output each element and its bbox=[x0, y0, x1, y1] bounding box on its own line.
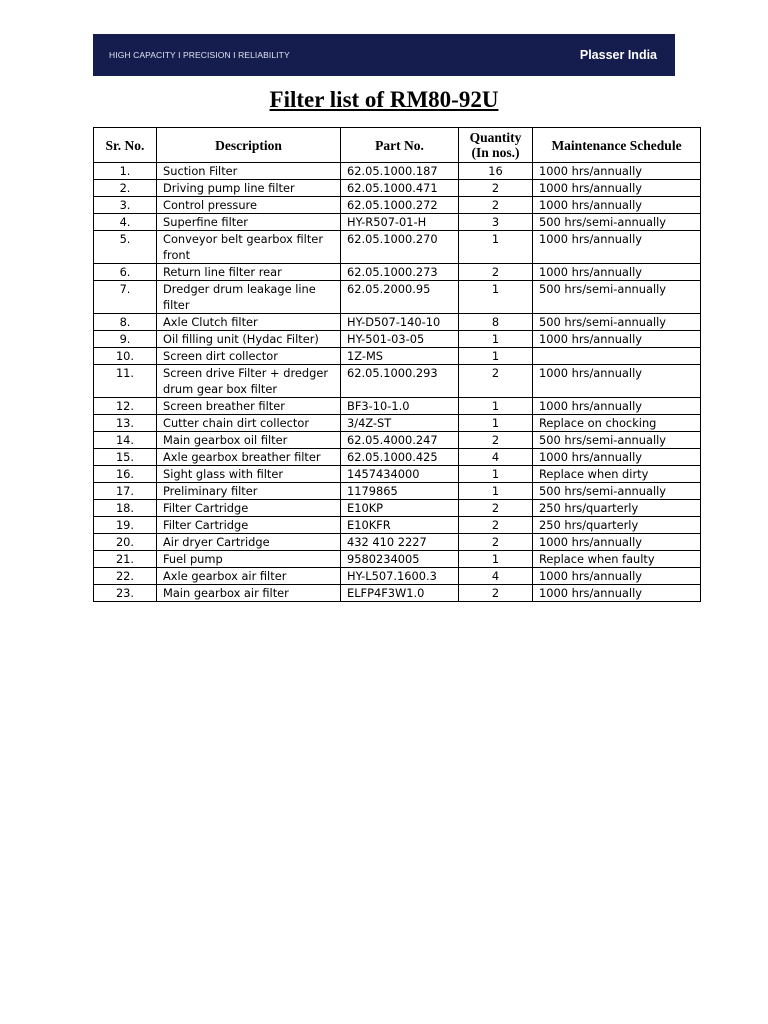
col-header-sr: Sr. No. bbox=[94, 128, 157, 163]
cell-sr: 13. bbox=[94, 415, 157, 432]
cell-schedule: 500 hrs/semi-annually bbox=[533, 281, 701, 314]
cell-sr: 7. bbox=[94, 281, 157, 314]
cell-schedule: 1000 hrs/annually bbox=[533, 231, 701, 264]
cell-schedule: Replace on chocking bbox=[533, 415, 701, 432]
cell-quantity: 2 bbox=[459, 180, 533, 197]
cell-quantity: 1 bbox=[459, 331, 533, 348]
brand-logo-text: Plasser India bbox=[579, 48, 657, 62]
cell-part-no: 3/4Z-ST bbox=[341, 415, 459, 432]
cell-quantity: 2 bbox=[459, 365, 533, 398]
page-title: Filter list of RM80-92U bbox=[269, 87, 499, 112]
cell-description: Screen dirt collector bbox=[157, 348, 341, 365]
cell-part-no: 432 410 2227 bbox=[341, 534, 459, 551]
cell-quantity: 1 bbox=[459, 348, 533, 365]
cell-schedule: 1000 hrs/annually bbox=[533, 398, 701, 415]
cell-schedule: Replace when faulty bbox=[533, 551, 701, 568]
table-row bbox=[94, 500, 701, 517]
table-row bbox=[94, 517, 701, 534]
table-row bbox=[94, 163, 701, 180]
table-row bbox=[94, 365, 701, 398]
cell-part-no: 62.05.2000.95 bbox=[341, 281, 459, 314]
cell-description: Main gearbox air filter bbox=[157, 585, 341, 602]
cell-description: Dredger drum leakage line filter bbox=[157, 281, 341, 314]
cell-sr: 10. bbox=[94, 348, 157, 365]
cell-sr: 2. bbox=[94, 180, 157, 197]
cell-schedule: 1000 hrs/annually bbox=[533, 264, 701, 281]
table-row bbox=[94, 197, 701, 214]
table-row bbox=[94, 231, 701, 264]
cell-sr: 23. bbox=[94, 585, 157, 602]
cell-quantity: 1 bbox=[459, 231, 533, 264]
cell-schedule: 1000 hrs/annually bbox=[533, 163, 701, 180]
cell-sr: 6. bbox=[94, 264, 157, 281]
cell-part-no: 1457434000 bbox=[341, 466, 459, 483]
cell-part-no: 62.05.1000.272 bbox=[341, 197, 459, 214]
cell-sr: 19. bbox=[94, 517, 157, 534]
cell-sr: 17. bbox=[94, 483, 157, 500]
cell-schedule: 1000 hrs/annually bbox=[533, 585, 701, 602]
cell-description: Driving pump line filter bbox=[157, 180, 341, 197]
cell-schedule: 250 hrs/quarterly bbox=[533, 517, 701, 534]
cell-description: Air dryer Cartridge bbox=[157, 534, 341, 551]
cell-sr: 21. bbox=[94, 551, 157, 568]
col-header-part-no: Part No. bbox=[341, 128, 459, 163]
table-row bbox=[94, 214, 701, 231]
cell-sr: 20. bbox=[94, 534, 157, 551]
cell-sr: 5. bbox=[94, 231, 157, 264]
cell-part-no: E10KP bbox=[341, 500, 459, 517]
cell-description: Axle gearbox breather filter bbox=[157, 449, 341, 466]
cell-part-no: ELFP4F3W1.0 bbox=[341, 585, 459, 602]
cell-description: Conveyor belt gearbox filter front bbox=[157, 231, 341, 264]
cell-sr: 4. bbox=[94, 214, 157, 231]
table-row bbox=[94, 585, 701, 602]
cell-part-no: BF3-10-1.0 bbox=[341, 398, 459, 415]
table-row bbox=[94, 398, 701, 415]
cell-part-no: 62.05.1000.270 bbox=[341, 231, 459, 264]
cell-part-no: 1Z-MS bbox=[341, 348, 459, 365]
table-row bbox=[94, 466, 701, 483]
cell-quantity: 1 bbox=[459, 398, 533, 415]
cell-quantity: 4 bbox=[459, 568, 533, 585]
cell-schedule: 500 hrs/semi-annually bbox=[533, 432, 701, 449]
cell-part-no: HY-501-03-05 bbox=[341, 331, 459, 348]
cell-quantity: 2 bbox=[459, 197, 533, 214]
col-header-quantity bbox=[459, 128, 533, 163]
cell-sr: 8. bbox=[94, 314, 157, 331]
table-row bbox=[94, 449, 701, 466]
cell-part-no: 62.05.4000.247 bbox=[341, 432, 459, 449]
table-row bbox=[94, 281, 701, 314]
table-body bbox=[94, 163, 701, 602]
cell-sr: 18. bbox=[94, 500, 157, 517]
cell-quantity: 2 bbox=[459, 500, 533, 517]
cell-sr: 22. bbox=[94, 568, 157, 585]
cell-part-no: 9580234005 bbox=[341, 551, 459, 568]
header-tagline: HIGH CAPACITY I PRECISION I RELIABILITY bbox=[109, 50, 290, 60]
cell-description: Fuel pump bbox=[157, 551, 341, 568]
col-header-quantity-line2: (In nos.) bbox=[471, 145, 520, 160]
cell-part-no: 62.05.1000.187 bbox=[341, 163, 459, 180]
cell-schedule: 1000 hrs/annually bbox=[533, 180, 701, 197]
cell-sr: 15. bbox=[94, 449, 157, 466]
cell-description: Suction Filter bbox=[157, 163, 341, 180]
col-header-description: Description bbox=[157, 128, 341, 163]
cell-description: Axle Clutch filter bbox=[157, 314, 341, 331]
cell-description: Filter Cartridge bbox=[157, 500, 341, 517]
cell-sr: 1. bbox=[94, 163, 157, 180]
table-row bbox=[94, 415, 701, 432]
cell-description: Oil filling unit (Hydac Filter) bbox=[157, 331, 341, 348]
cell-description: Control pressure bbox=[157, 197, 341, 214]
cell-quantity: 1 bbox=[459, 415, 533, 432]
cell-description: Main gearbox oil filter bbox=[157, 432, 341, 449]
table-row bbox=[94, 348, 701, 365]
cell-schedule: 500 hrs/semi-annually bbox=[533, 214, 701, 231]
cell-description: Cutter chain dirt collector bbox=[157, 415, 341, 432]
table-row bbox=[94, 483, 701, 500]
cell-description: Return line filter rear bbox=[157, 264, 341, 281]
cell-schedule: Replace when dirty bbox=[533, 466, 701, 483]
cell-quantity: 2 bbox=[459, 517, 533, 534]
cell-description: Axle gearbox air filter bbox=[157, 568, 341, 585]
cell-description: Screen breather filter bbox=[157, 398, 341, 415]
table-row bbox=[94, 568, 701, 585]
cell-schedule: 1000 hrs/annually bbox=[533, 568, 701, 585]
cell-schedule: 1000 hrs/annually bbox=[533, 197, 701, 214]
header-banner bbox=[93, 34, 675, 76]
table-row bbox=[94, 551, 701, 568]
cell-description: Filter Cartridge bbox=[157, 517, 341, 534]
cell-quantity: 4 bbox=[459, 449, 533, 466]
cell-quantity: 2 bbox=[459, 585, 533, 602]
cell-quantity: 1 bbox=[459, 551, 533, 568]
cell-description: Preliminary filter bbox=[157, 483, 341, 500]
cell-schedule: 1000 hrs/annually bbox=[533, 331, 701, 348]
table-row bbox=[94, 432, 701, 449]
col-header-quantity-line1: Quantity bbox=[469, 130, 522, 145]
cell-sr: 14. bbox=[94, 432, 157, 449]
cell-part-no: 62.05.1000.273 bbox=[341, 264, 459, 281]
cell-quantity: 1 bbox=[459, 466, 533, 483]
cell-quantity: 2 bbox=[459, 264, 533, 281]
cell-quantity: 2 bbox=[459, 432, 533, 449]
cell-part-no: HY-L507.1600.3 bbox=[341, 568, 459, 585]
cell-schedule: 1000 hrs/annually bbox=[533, 449, 701, 466]
cell-schedule: 1000 hrs/annually bbox=[533, 365, 701, 398]
filter-table bbox=[93, 127, 701, 602]
table-row bbox=[94, 264, 701, 281]
cell-part-no: 62.05.1000.293 bbox=[341, 365, 459, 398]
col-header-schedule: Maintenance Schedule bbox=[533, 128, 701, 163]
table-row bbox=[94, 331, 701, 348]
cell-sr: 11. bbox=[94, 365, 157, 398]
cell-quantity: 1 bbox=[459, 281, 533, 314]
cell-sr: 9. bbox=[94, 331, 157, 348]
cell-quantity: 1 bbox=[459, 483, 533, 500]
cell-description: Sight glass with filter bbox=[157, 466, 341, 483]
cell-part-no: HY-D507-140-10 bbox=[341, 314, 459, 331]
cell-quantity: 2 bbox=[459, 534, 533, 551]
cell-description: Superfine filter bbox=[157, 214, 341, 231]
cell-sr: 3. bbox=[94, 197, 157, 214]
table-row bbox=[94, 314, 701, 331]
table-row bbox=[94, 180, 701, 197]
table-row bbox=[94, 534, 701, 551]
cell-quantity: 3 bbox=[459, 214, 533, 231]
cell-part-no: 62.05.1000.471 bbox=[341, 180, 459, 197]
cell-schedule bbox=[533, 348, 701, 365]
cell-schedule: 250 hrs/quarterly bbox=[533, 500, 701, 517]
cell-quantity: 16 bbox=[459, 163, 533, 180]
cell-quantity: 8 bbox=[459, 314, 533, 331]
cell-part-no: E10KFR bbox=[341, 517, 459, 534]
cell-schedule: 1000 hrs/annually bbox=[533, 534, 701, 551]
cell-schedule: 500 hrs/semi-annually bbox=[533, 314, 701, 331]
cell-part-no: 1179865 bbox=[341, 483, 459, 500]
cell-sr: 12. bbox=[94, 398, 157, 415]
table-header-row bbox=[94, 128, 701, 163]
cell-part-no: 62.05.1000.425 bbox=[341, 449, 459, 466]
cell-schedule: 500 hrs/semi-annually bbox=[533, 483, 701, 500]
cell-description: Screen drive Filter + dredger drum gear box filter bbox=[157, 365, 341, 398]
cell-part-no: HY-R507-01-H bbox=[341, 214, 459, 231]
cell-sr: 16. bbox=[94, 466, 157, 483]
